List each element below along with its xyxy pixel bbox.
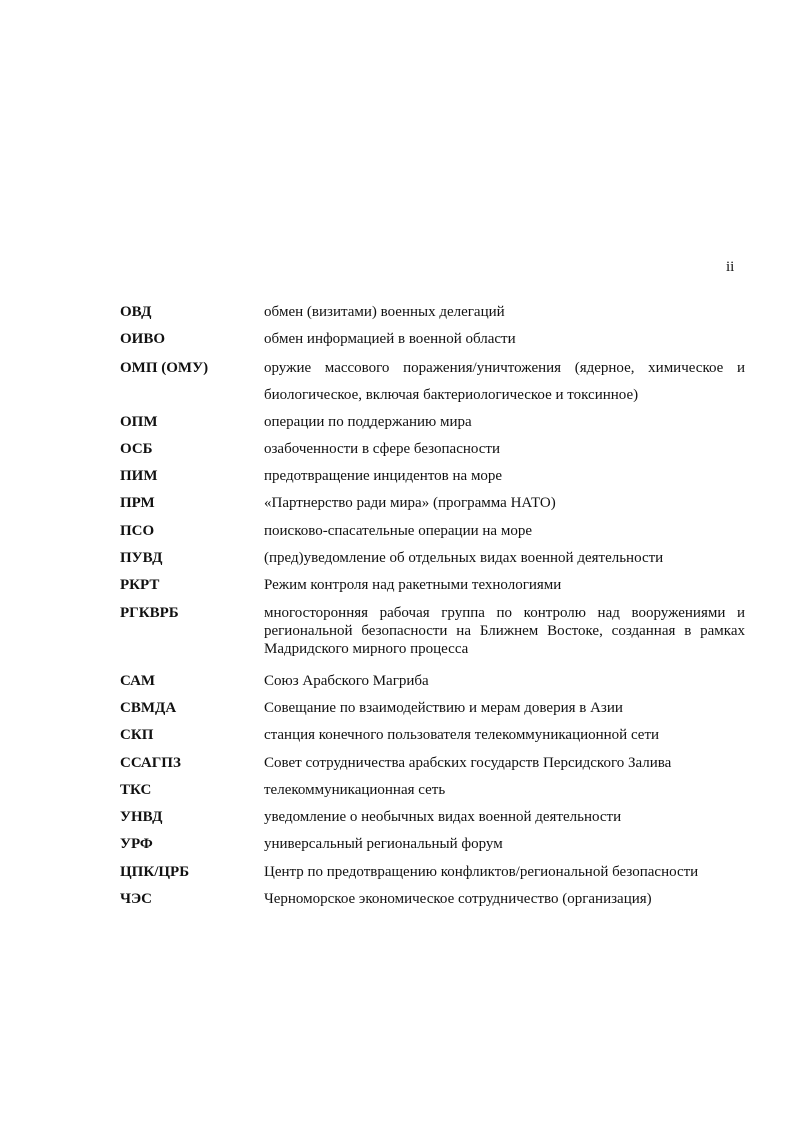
glossary-entry xyxy=(120,327,745,354)
glossary-entry xyxy=(120,723,745,750)
abbreviation: ОМП (ОМУ) xyxy=(120,359,209,376)
abbreviation: РГКВРБ xyxy=(120,604,179,621)
glossary-entry xyxy=(120,860,745,887)
definition: «Партнерство ради мира» (программа НАТО) xyxy=(264,495,556,512)
definition: станция конечного пользователя телекоммуникационной сети xyxy=(264,727,660,744)
abbreviation: УНВД xyxy=(120,809,163,826)
glossary-entry xyxy=(120,696,745,723)
abbreviation: ОИВО xyxy=(120,331,166,348)
abbreviation: ЧЭС xyxy=(120,891,153,908)
abbreviation: ПИМ xyxy=(120,468,158,485)
abbreviation: РКРТ xyxy=(120,577,160,594)
abbreviation: САМ xyxy=(120,672,156,689)
definition: Черноморское экономическое сотрудничество (организация) xyxy=(264,891,652,908)
abbreviation: ОПМ xyxy=(120,413,158,430)
definition: оружие массового поражения/уничтожения (ядерное, химическое и биологическое, включая бактериологическое и токсинное) xyxy=(264,359,745,403)
definition: (пред)уведомление об отдельных видах военной деятельности xyxy=(264,550,664,567)
definition: озабоченности в сфере безопасности xyxy=(264,440,501,457)
definition: телекоммуникационная сеть xyxy=(264,781,446,798)
abbreviation: ПРМ xyxy=(120,495,155,512)
definition: уведомление о необычных видах военной деятельности xyxy=(264,809,622,826)
definition: обмен (визитами) военных делегаций xyxy=(264,304,505,320)
abbreviation-list xyxy=(120,300,745,914)
definition: Совет сотрудничества арабских государств Персидского Залива xyxy=(264,754,672,771)
abbreviation: ПСО xyxy=(120,522,155,539)
glossary-entry xyxy=(120,546,745,573)
definition: многосторонняя рабочая группа по контролю над вооружениями и региональной безопасности на Ближнем Востоке, созданная в рамках Мадридского мирного процесса xyxy=(264,604,745,657)
glossary-entry xyxy=(120,300,745,327)
definition: универсальный региональный форум xyxy=(264,836,503,853)
abbreviation: ПУВД xyxy=(120,550,163,567)
glossary-entry xyxy=(120,410,745,437)
definition: Центр по предотвращению конфликтов/региональной безопасности xyxy=(264,863,699,880)
glossary-entry xyxy=(120,491,745,518)
glossary-entry xyxy=(120,832,745,859)
abbreviation: ТКС xyxy=(120,781,152,798)
glossary-entry xyxy=(120,805,745,832)
glossary-entry xyxy=(120,573,745,600)
definition: предотвращение инцидентов на море xyxy=(264,468,503,485)
definition: операции по поддержанию мира xyxy=(264,413,472,430)
glossary-entry xyxy=(120,669,745,696)
abbreviation: ЦПК/ЦРБ xyxy=(120,863,190,880)
definition: Союз Арабского Магриба xyxy=(264,672,429,689)
glossary-entry xyxy=(120,437,745,464)
abbreviation: СВМДА xyxy=(120,699,177,716)
glossary-entry xyxy=(120,887,745,914)
abbreviation: УРФ xyxy=(120,836,153,853)
glossary-entry xyxy=(120,778,745,805)
glossary-entry xyxy=(120,601,745,669)
glossary-entry xyxy=(120,751,745,778)
abbreviation: ОСБ xyxy=(120,440,153,457)
glossary-entry xyxy=(120,519,745,546)
definition: поисково-спасательные операции на море xyxy=(264,522,532,539)
definition: Режим контроля над ракетными технологиями xyxy=(264,577,562,594)
abbreviation: СКП xyxy=(120,727,154,744)
glossary-entry xyxy=(120,464,745,491)
abbreviation: ССАГПЗ xyxy=(120,754,181,771)
abbreviation: ОВД xyxy=(120,304,152,320)
glossary-entry xyxy=(120,355,745,410)
definition: Совещание по взаимодействию и мерам доверия в Азии xyxy=(264,699,623,716)
definition: обмен информацией в военной области xyxy=(264,331,516,348)
page-number: ii xyxy=(726,259,735,275)
